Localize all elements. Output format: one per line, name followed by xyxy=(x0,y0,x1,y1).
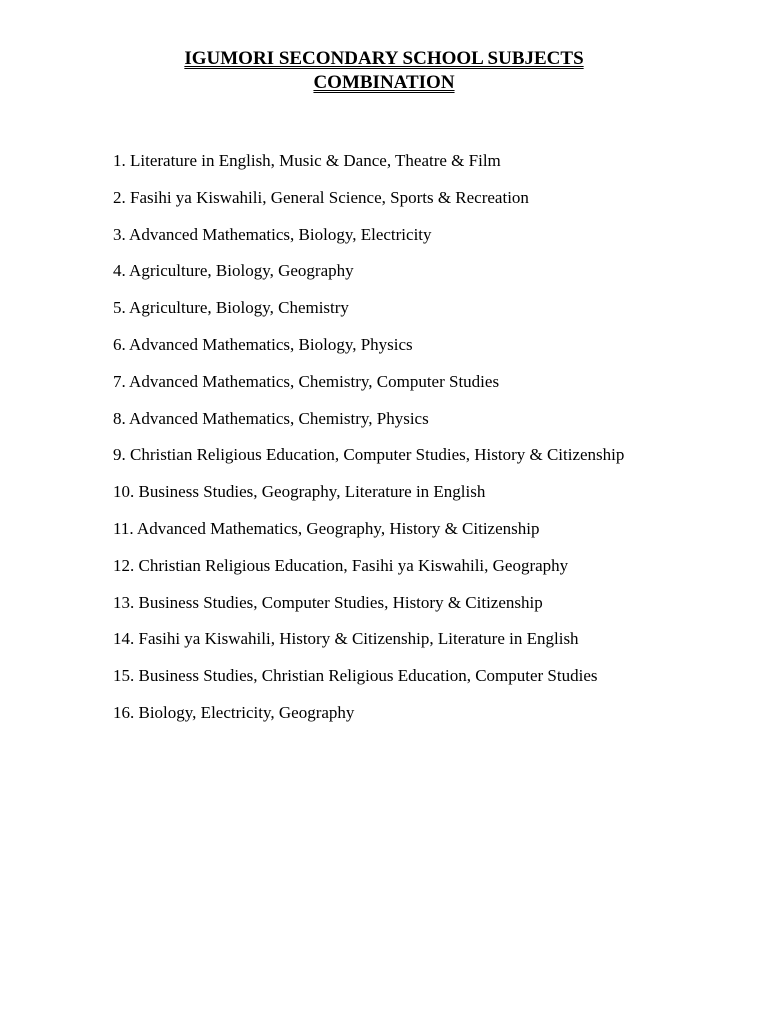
list-item: 14. Fasihi ya Kiswahili, History & Citizenship, Literature in English xyxy=(113,629,579,649)
list-item: 5. Agriculture, Biology, Chemistry xyxy=(113,298,349,318)
list-item: 13. Business Studies, Computer Studies, History & Citizenship xyxy=(113,592,543,612)
list-item: 3. Advanced Mathematics, Biology, Electricity xyxy=(113,224,432,244)
list-item: 16. Biology, Electricity, Geography xyxy=(113,702,355,722)
list-item: 8. Advanced Mathematics, Chemistry, Physics xyxy=(113,408,429,428)
list-item: 12. Christian Religious Education, Fasihi ya Kiswahili, Geography xyxy=(113,555,569,575)
list-item: 11. Advanced Mathematics, Geography, History & Citizenship xyxy=(113,518,540,538)
list-item: 6. Advanced Mathematics, Biology, Physics xyxy=(113,334,413,354)
page-title xyxy=(0,47,768,95)
page-title-line-1: IGUMORI SECONDARY SCHOOL SUBJECTS xyxy=(184,48,584,69)
list-item: 15. Business Studies, Christian Religious Education, Computer Studies xyxy=(113,666,598,686)
list-item: 1. Literature in English, Music & Dance, Theatre & Film xyxy=(113,151,501,170)
list-item: 4. Agriculture, Biology, Geography xyxy=(113,261,354,281)
list-item: 2. Fasihi ya Kiswahili, General Science, Sports & Recreation xyxy=(113,187,529,207)
list-item: 9. Christian Religious Education, Computer Studies, History & Citizenship xyxy=(113,445,625,465)
list-item: 7. Advanced Mathematics, Chemistry, Computer Studies xyxy=(113,371,500,391)
list-item: 10. Business Studies, Geography, Literature in English xyxy=(113,482,486,502)
page-title-line-2: COMBINATION xyxy=(313,72,455,93)
subject-combination-list xyxy=(113,149,624,738)
